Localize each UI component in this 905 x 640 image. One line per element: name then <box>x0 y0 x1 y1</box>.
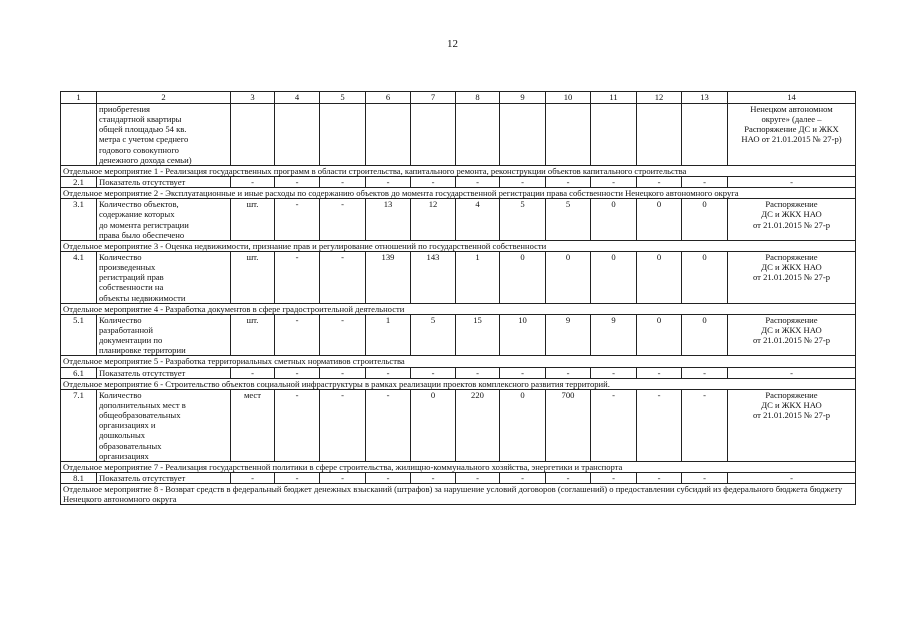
table-cell-col13: - <box>682 176 728 187</box>
table-cell-col12: - <box>637 367 682 378</box>
table-row <box>61 251 856 303</box>
table-cell-col14: - <box>728 472 856 483</box>
table-cell-col11 <box>591 104 637 166</box>
table-cell-col9: 0 <box>500 389 546 461</box>
table-row <box>61 472 856 483</box>
table-cell-col14: Распоряжение ДС и ЖКХ НАО от 21.01.2015 № 27-р <box>728 199 856 241</box>
table-cell-col5 <box>320 104 366 166</box>
table-cell-col11: 9 <box>591 314 637 356</box>
section-title: Отдельное мероприятие 6 - Строительство объектов социальной инфраструктуры в рамках реализации проектов комплексного развития территорий. <box>61 378 856 389</box>
table-cell-col8: 4 <box>456 199 500 241</box>
table-cell-col13: 0 <box>682 314 728 356</box>
table-cell-col4: - <box>275 389 320 461</box>
table-cell-col5: - <box>320 367 366 378</box>
table-cell-col3: шт. <box>231 314 275 356</box>
column-header-13: 13 <box>682 92 728 104</box>
table-cell-col3: мест <box>231 389 275 461</box>
table-cell-col7: - <box>411 367 456 378</box>
table-cell-col12: - <box>637 389 682 461</box>
table-cell-col11: 0 <box>591 199 637 241</box>
table-cell-col13 <box>682 104 728 166</box>
table-row <box>61 176 856 187</box>
table-cell-col6: - <box>366 389 411 461</box>
section-row <box>61 240 856 251</box>
table-cell-col10 <box>546 104 591 166</box>
table-cell-col14: Распоряжение ДС и ЖКХ НАО от 21.01.2015 № 27-р <box>728 314 856 356</box>
table-cell-col2: Количество объектов, содержание которых до момента регистрации права было обеспечено <box>97 199 231 241</box>
table-cell-col1: 3.1 <box>61 199 97 241</box>
column-header-row <box>61 92 856 104</box>
section-title: Отдельное мероприятие 7 - Реализация государственной политики в сфере строительства, жилищно-коммунального хозяйства, энергетики и транспорта <box>61 461 856 472</box>
table-cell-col9: 5 <box>500 199 546 241</box>
table-cell-col12: 0 <box>637 251 682 303</box>
table-cell-col2: Количество дополнительных мест в общеобразовательных организациях и дошкольных образовательных организациях <box>97 389 231 461</box>
table-cell-col6: 139 <box>366 251 411 303</box>
table-cell-col4 <box>275 104 320 166</box>
table-cell-col4: - <box>275 472 320 483</box>
table-cell-col13: - <box>682 472 728 483</box>
section-row <box>61 356 856 367</box>
section-row <box>61 165 856 176</box>
column-header-5: 5 <box>320 92 366 104</box>
page-number: 12 <box>447 38 458 50</box>
table-cell-col7: 5 <box>411 314 456 356</box>
table-cell-col4: - <box>275 176 320 187</box>
table-cell-col13: 0 <box>682 251 728 303</box>
table-cell-col9: - <box>500 367 546 378</box>
section-title: Отдельное мероприятие 5 - Разработка территориальных сметных нормативов строительства <box>61 356 856 367</box>
table-cell-col13: 0 <box>682 199 728 241</box>
table-cell-col11: - <box>591 367 637 378</box>
table-cell-col3: - <box>231 472 275 483</box>
table-cell-col14: Ненецком автономном округе» (далее – Распоряжение ДС и ЖКХ НАО от 21.01.2015 № 27-р) <box>728 104 856 166</box>
table-cell-col10: 5 <box>546 199 591 241</box>
table-cell-col2: Показатель отсутствует <box>97 472 231 483</box>
table-row <box>61 104 856 166</box>
table-cell-col11: 0 <box>591 251 637 303</box>
table-cell-col12: - <box>637 472 682 483</box>
table-cell-col3: - <box>231 367 275 378</box>
section-title: Отдельное мероприятие 4 - Разработка документов в сфере градостроительной деятельности <box>61 303 856 314</box>
table-cell-col3: шт. <box>231 199 275 241</box>
table-cell-col6: 1 <box>366 314 411 356</box>
table-cell-col5: - <box>320 389 366 461</box>
table-cell-col6: - <box>366 176 411 187</box>
table-cell-col14: Распоряжение ДС и ЖКХ НАО от 21.01.2015 № 27-р <box>728 389 856 461</box>
table-cell-col8: - <box>456 176 500 187</box>
table-cell-col6 <box>366 104 411 166</box>
table-cell-col10: - <box>546 176 591 187</box>
table-cell-col10: - <box>546 472 591 483</box>
table-cell-col6: - <box>366 472 411 483</box>
column-header-10: 10 <box>546 92 591 104</box>
section-title: Отдельное мероприятие 3 - Оценка недвижимости, признание прав и регулирование отношений по государственной собственности <box>61 240 856 251</box>
table-cell-col12 <box>637 104 682 166</box>
table-cell-col10: 700 <box>546 389 591 461</box>
table-cell-col7: 143 <box>411 251 456 303</box>
table-row <box>61 389 856 461</box>
table-cell-col10: 9 <box>546 314 591 356</box>
column-header-8: 8 <box>456 92 500 104</box>
table-cell-col5: - <box>320 176 366 187</box>
column-header-1: 1 <box>61 92 97 104</box>
table-cell-col2: Показатель отсутствует <box>97 176 231 187</box>
table-cell-col11: - <box>591 389 637 461</box>
table-cell-col5: - <box>320 314 366 356</box>
column-header-11: 11 <box>591 92 637 104</box>
table-cell-col8 <box>456 104 500 166</box>
column-header-3: 3 <box>231 92 275 104</box>
section-row <box>61 303 856 314</box>
table-cell-col4: - <box>275 314 320 356</box>
table-cell-col5: - <box>320 251 366 303</box>
column-header-14: 14 <box>728 92 856 104</box>
table-cell-col10: 0 <box>546 251 591 303</box>
column-header-7: 7 <box>411 92 456 104</box>
section-title: Отдельное мероприятие 8 - Возврат средств в федеральный бюджет денежных взысканий (штрафов) за нарушение условий договоров (соглашений) о предоставлении субсидий из федерального бюджета бюджету Ненецкого автономного округа <box>61 484 856 505</box>
table-cell-col1: 4.1 <box>61 251 97 303</box>
table-cell-col8: - <box>456 472 500 483</box>
table-cell-col1: 5.1 <box>61 314 97 356</box>
column-header-12: 12 <box>637 92 682 104</box>
table-cell-col5: - <box>320 199 366 241</box>
table-cell-col9: 0 <box>500 251 546 303</box>
table-cell-col1 <box>61 104 97 166</box>
table-row <box>61 314 856 356</box>
table-cell-col8: - <box>456 367 500 378</box>
section-row <box>61 461 856 472</box>
table-cell-col8: 220 <box>456 389 500 461</box>
table-cell-col4: - <box>275 367 320 378</box>
table-cell-col9 <box>500 104 546 166</box>
section-title: Отдельное мероприятие 2 - Эксплуатационные и иные расходы по содержанию объектов до момента государственной регистрации права собственности Ненецкого автономного округа <box>61 188 856 199</box>
table-row <box>61 199 856 241</box>
table-cell-col14: Распоряжение ДС и ЖКХ НАО от 21.01.2015 № 27-р <box>728 251 856 303</box>
table-cell-col12: 0 <box>637 314 682 356</box>
table-cell-col3: шт. <box>231 251 275 303</box>
table-cell-col2: Количество разработанной документации по планировке территории <box>97 314 231 356</box>
table-cell-col10: - <box>546 367 591 378</box>
table-cell-col2: приобретения стандартной квартиры общей площадью 54 кв. метра с учетом среднего годового совокупного денежного дохода семьи) <box>97 104 231 166</box>
table-cell-col4: - <box>275 251 320 303</box>
table-cell-col9: 10 <box>500 314 546 356</box>
table-cell-col7: - <box>411 176 456 187</box>
column-header-9: 9 <box>500 92 546 104</box>
section-title: Отдельное мероприятие 1 - Реализация государственных программ в области строительства, капитального ремонта, реконструкции объектов капитального строительства <box>61 165 856 176</box>
table-cell-col9: - <box>500 472 546 483</box>
table-cell-col12: 0 <box>637 199 682 241</box>
table-cell-col3: - <box>231 176 275 187</box>
table-cell-col5: - <box>320 472 366 483</box>
table-cell-col1: 7.1 <box>61 389 97 461</box>
column-header-2: 2 <box>97 92 231 104</box>
table-cell-col14: - <box>728 176 856 187</box>
section-row <box>61 188 856 199</box>
table-cell-col6: - <box>366 367 411 378</box>
table-cell-col3 <box>231 104 275 166</box>
table-cell-col2: Показатель отсутствует <box>97 367 231 378</box>
section-row <box>61 484 856 505</box>
table-cell-col7: 0 <box>411 389 456 461</box>
table-cell-col4: - <box>275 199 320 241</box>
table-cell-col12: - <box>637 176 682 187</box>
table-cell-col8: 15 <box>456 314 500 356</box>
table-cell-col14: - <box>728 367 856 378</box>
table-cell-col7 <box>411 104 456 166</box>
column-header-4: 4 <box>275 92 320 104</box>
table-cell-col11: - <box>591 472 637 483</box>
table-cell-col2: Количество произведенных регистраций прав собственности на объекты недвижимости <box>97 251 231 303</box>
table-cell-col7: 12 <box>411 199 456 241</box>
table-cell-col8: 1 <box>456 251 500 303</box>
table-cell-col1: 6.1 <box>61 367 97 378</box>
table-row <box>61 367 856 378</box>
table-cell-col9: - <box>500 176 546 187</box>
section-row <box>61 378 856 389</box>
table-cell-col13: - <box>682 389 728 461</box>
table-cell-col11: - <box>591 176 637 187</box>
table-cell-col1: 8.1 <box>61 472 97 483</box>
table-cell-col13: - <box>682 367 728 378</box>
column-header-6: 6 <box>366 92 411 104</box>
table-cell-col1: 2.1 <box>61 176 97 187</box>
table-cell-col7: - <box>411 472 456 483</box>
indicators-table <box>60 91 856 505</box>
table-cell-col6: 13 <box>366 199 411 241</box>
